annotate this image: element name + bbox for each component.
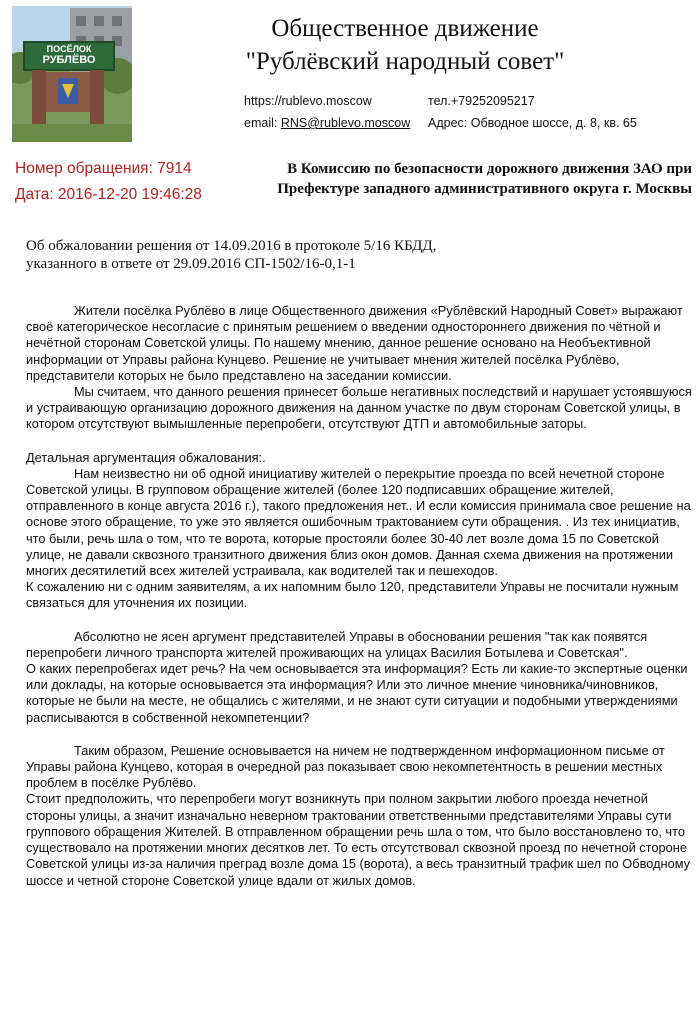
contacts-block	[244, 90, 637, 134]
contacts-row-1	[244, 90, 535, 112]
body-paragraph-4: Нам неизвестно ни об одной инициативу жителей о перекрытие проезда по всей нечетной стороне Советской улицы. В групповом обращение жителей (более 120 подписавших обращение жителей, отправленного в конце августа 2016 г.), такого предложения нет.. И если комиссия принимала свое решение на основе этого обращение, то уже это является ошибочным трактованием сути обращения. . Из тех инициатив, что были, речь шла о том, что те ворота, которые простояли более 30-40 лет возле дома 15 по Советской улице, не давали сквозного транзитного движения близ окон домов. Данная схема движения на протяжении многих десятилетий всех жителей устраивала, как водителей так и пешеходов.	[26, 465, 691, 579]
body-paragraph-8: Таким образом, Решение основывается на ничем не подтвержденном информационном письме от Управы района Кунцево, которая в очередной раз показывает свою некомпетентность в решении местных проблем в посёлке Рублёво.	[26, 742, 665, 791]
logo-sign-caption	[24, 44, 114, 66]
organization-title-line-2: "Рублёвский народный совет"	[245, 48, 565, 75]
body-paragraph-9: Стоит предположить, что перепробеги могут возникнуть при полном закрытии любого проезда нечетной стороны улицы, а значит изначально неверном трактовании ответственными представителями Управы сути группового обращения Жителей. В отправленном обращении речь шла о том, что было восстановлено то, что существовало на протяжении многих десятков лет. То есть отсутствовал сквозной проезд по нечетной стороне Советской улицы из-за наличия преград возле дома 15 (ворота), а весь транзитный трафик шел по Обводному шоссе и четной стороне Советской улице вдали от жилых домов.	[26, 791, 691, 888]
subject-block	[26, 237, 436, 273]
body-paragraph-6: Абсолютно не ясен аргумент представителей Управы в обосновании решения "так как появятся перепробеги личного транспорта жителей проживающих на улицах Василия Ботылева и Советская".	[26, 628, 648, 660]
phone-text: тел.+79252095217	[428, 94, 535, 108]
village-sign-photo	[12, 6, 132, 142]
paragraph-spacer	[26, 612, 694, 629]
logo-sign-line-2: РУБЛЁВО	[42, 54, 96, 66]
letter-body	[26, 303, 694, 889]
logo-sign-line-1: ПОСЁЛОК	[46, 44, 92, 54]
subject-line-2: указанного в ответе от 29.09.2016 СП-1502/16-0,1-1	[26, 256, 356, 272]
paragraph-spacer	[26, 433, 694, 450]
body-paragraph-3: Детальная аргументация обжалования:.	[26, 449, 266, 465]
request-date: Дата: 2016-12-20 19:46:28	[15, 186, 202, 203]
body-paragraph-5: К сожалению ни с одним заявителям, а их напомним было 120, представители Управы не посчитали нужным связаться для уточнения их позиции.	[26, 579, 679, 611]
body-paragraph-7: О каких перепробегах идет речь? На чем основывается эта информация? Есть ли какие-то экспертные оценки или доклады, на которые основывается эта информация? Или это личное мнение чиновника/чиновников, которые не были на месте, не общались с жителями, и не знают сути ситуации и подобными утверждениями расписываются в собственной некомпетенции?	[26, 661, 688, 725]
organization-title	[210, 12, 600, 78]
request-number: Номер обращения: 7914	[15, 160, 192, 177]
addressee-line-2: Префектуре западного административного округа г. Москвы	[277, 180, 692, 197]
village-sign-illustration	[12, 6, 132, 142]
email-label: email:	[244, 116, 278, 130]
website-text: https://rublevo.moscow	[244, 94, 372, 108]
address-text: Адрес: Обводное шоссе, д. 8, кв. 65	[428, 116, 637, 130]
paragraph-spacer	[26, 726, 694, 743]
body-paragraph-2: Мы считаем, что данного решения принесет больше негативных последствий и нарушает устоявшуюся и устраивающую организацию дорожного движения на данном участке по двум сторонам Советской улицы, в котором отсутствуют вымышленные перепробеги, отсутствуют ДТП и автомобильные заторы.	[26, 384, 692, 432]
subject-line-1: Об обжаловании решения от 14.09.2016 в протоколе 5/16 КБДД,	[26, 238, 437, 254]
addressee-line-1: В Комиссию по безопасности дорожного движения ЗАО при	[287, 161, 692, 177]
email-link[interactable]: RNS@rublevo.moscow	[280, 116, 411, 130]
organization-title-line-1: Общественное движение	[271, 15, 539, 42]
body-paragraph-1: Жители посёлка Рублёво в лице Общественного движения «Рублёвский Народный Совет» выражают своё категорическое несогласие с принятым решением о введении одностороннего движения по чётной и нечётной сторонам Советской улицы. По нашему мнению, данное решение основано на Необъективной информации от Управы района Кунцево. Решение не учитывает мнения жителей посёлка Рублёво, представители которых не было представлено на заседании комиссии.	[26, 303, 683, 383]
contacts-row-2	[244, 112, 637, 134]
request-meta	[15, 156, 202, 208]
addressee-block	[240, 160, 692, 199]
